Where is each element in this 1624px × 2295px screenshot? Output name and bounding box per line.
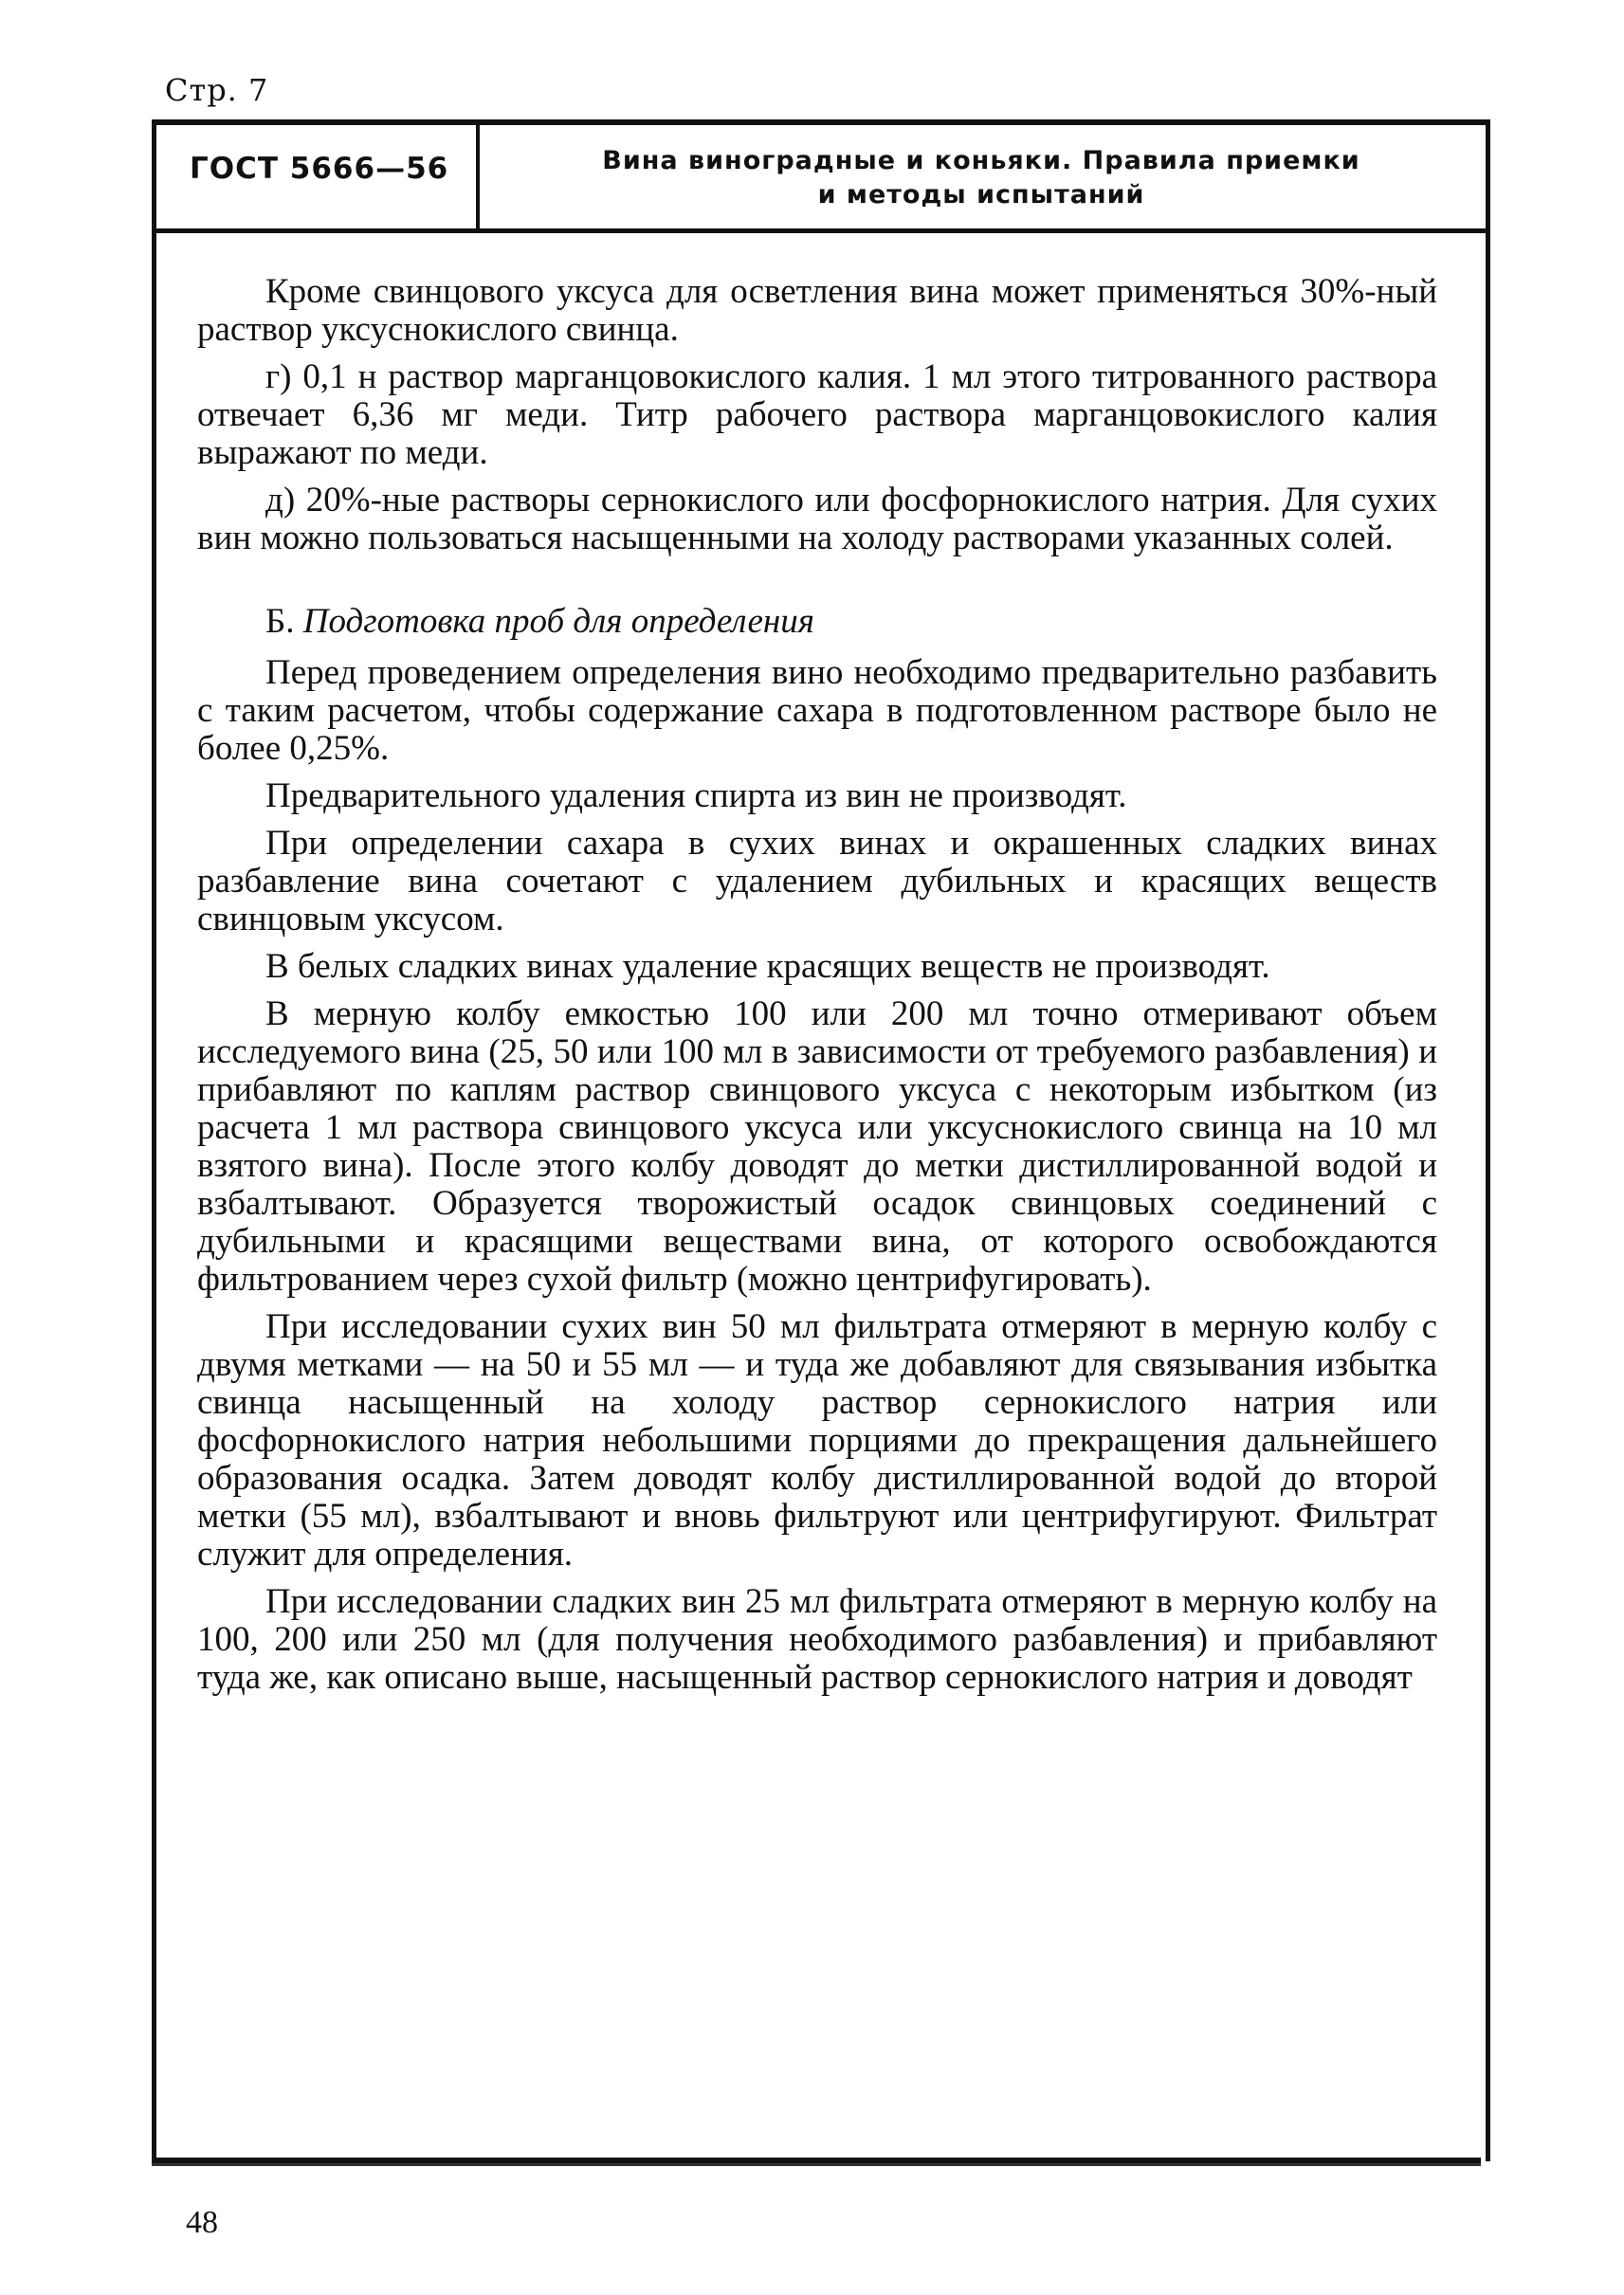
paragraph: д) 20%-ные растворы сернокислого или фосфорнокислого натрия. Для сухих вин можно пользоваться насыщенными на холоду растворами указанных солей. — [197, 481, 1437, 557]
paragraph: При исследовании сухих вин 50 мл фильтрата отмеряют в мерную колбу с двумя метками — на 50 и 55 мл — и туда же добавляют для связывания избытка свинца насыщенный на холоду раствор сернокислого натрия или фосфорнокислого натрия небольшими порциями до прекращения дальнейшего образования осадка. Затем доводят колбу дистиллированной водой до второй метки (55 мл), взбалтывают и вновь фильтруют или центрифугируют. Фильтрат служит для определения. — [197, 1307, 1437, 1574]
paragraph: г) 0,1 н раствор марганцовокислого калия. 1 мл этого титрованного раствора отвечает 6,36 мг меди. Титр рабочего раствора марганцовокислого калия выражают по меди. — [197, 357, 1437, 472]
paragraph: Предварительного удаления спирта из вин не производят. — [265, 776, 1127, 815]
section-letter: Б. — [265, 602, 295, 641]
paragraph: Кроме свинцового уксуса для осветления вина может применяться 30%-ный раствор уксуснокислого свинца. — [197, 272, 1437, 349]
page-label: Стр. 7 — [165, 72, 269, 108]
header-divider — [476, 123, 480, 230]
header-bottom-rule — [152, 228, 1490, 233]
paragraph: В мерную колбу емкостью 100 или 200 мл точно отмеривают объем исследуемого вина (25, 50 или 100 мл в зависимости от требуемого разбавления) и прибавляют по каплям раствор свинцового уксуса с некоторым избытком (из расчета 1 мл раствора свинцового уксуса или уксуснокислого свинца на 10 мл взятого вина). После этого колбу доводят до метки дистиллированной водой и взбалтывают. Образуется творожистый осадок свинцовых соединений с дубильными и красящими веществами вина, от которого освобождаются фильтрованием через сухой фильтр (можно центрифугировать). — [197, 994, 1437, 1299]
document-title-line1: Вина виноградные и коньяки. Правила приемки — [602, 146, 1360, 175]
frame-top-rule — [152, 119, 1490, 125]
paragraph: Перед проведением определения вино необходимо предварительно разбавить с таким расчетом, чтобы содержание сахара в подготовленном растворе было не более 0,25%. — [197, 653, 1437, 768]
body-text — [197, 273, 1437, 1706]
paragraph: В белых сладких винах удаление красящих веществ не производят. — [265, 947, 1270, 986]
page-number: 48 — [186, 2205, 218, 2240]
paragraph: При исследовании сладких вин 25 мл фильтрата отмеряют в мерную колбу на 100, 200 или 250 мл (для получения необходимого разбавления) и прибавляют туда же, как описано выше, насыщенный раствор сернокислого натрия и доводят — [197, 1582, 1437, 1697]
section-heading — [197, 603, 1437, 641]
document-title — [493, 144, 1469, 212]
section-title: Подготовка проб для определения — [302, 602, 814, 641]
frame-bottom-underline — [152, 2163, 1481, 2166]
paragraph: При определении сахара в сухих винах и окрашенных сладких винах разбавление вина сочетают с удалением дубильных и красящих веществ свинцовым уксусом. — [197, 824, 1437, 938]
gost-code: ГОСТ 5666—56 — [190, 152, 449, 186]
document-title-line2: и методы испытаний — [817, 180, 1145, 209]
